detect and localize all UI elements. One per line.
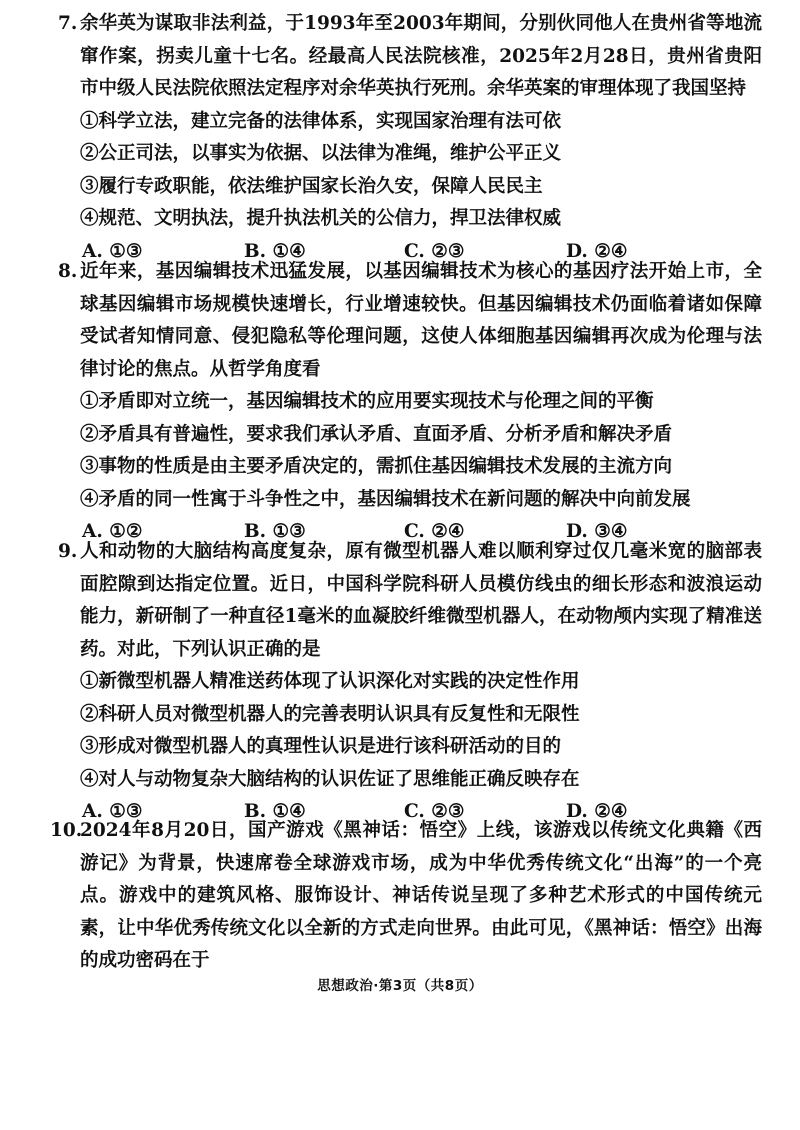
choice-b[interactable]: B. ①④ — [244, 801, 306, 822]
statement-4: ④规范、文明执法，提升执法机关的公信力，捍卫法律权威 — [80, 208, 562, 229]
question-stem — [0, 8, 800, 106]
question-number: 8. — [58, 261, 78, 282]
choice-c[interactable]: C. ②③ — [404, 240, 465, 262]
statement-1: ①矛盾即对立统一，基因编辑技术的应用要实现技术与伦理之间的平衡 — [80, 391, 654, 412]
choice-b[interactable]: B. ①④ — [244, 240, 306, 262]
choice-d[interactable]: D. ②④ — [566, 240, 628, 262]
question-stem — [0, 536, 800, 666]
question-8 — [0, 256, 800, 549]
question-9 — [0, 536, 800, 829]
choice-c[interactable]: C. ②③ — [404, 801, 465, 822]
question-stem — [0, 256, 800, 386]
question-10 — [0, 815, 800, 978]
question-number: 7. — [58, 13, 78, 34]
choice-c[interactable]: C. ②④ — [404, 521, 465, 542]
statement-4: ④矛盾的同一性寓于斗争性之中，基因编辑技术在新问题的解决中向前发展 — [80, 488, 691, 510]
statement-1: ①新微型机器人精准送药体现了认识深化对实践的决定性作用 — [80, 671, 580, 692]
statement-3: ③履行专政职能，依法维护国家长治久安，保障人民民主 — [80, 175, 543, 197]
question-stem — [0, 815, 800, 978]
question-text: 近年来，基因编辑技术迅猛发展，以基因编辑技术为核心的基因疗法开始上市，全球基因编辑市场规模快速增长，行业增速较快。但基因编辑技术仍面临着诸如保障受试者知情同意、侵犯隐私等伦理问题，这使人体细胞基因编辑再次成为伦理与法律讨论的焦点。从哲学角度看 — [80, 261, 762, 380]
choice-d[interactable]: D. ③④ — [566, 521, 628, 542]
question-number: 9. — [58, 541, 78, 562]
question-text: 人和动物的大脑结构高度复杂，原有微型机器人难以顺利穿过仅几毫米宽的脑部表面腔隙到达指定位置。近日，中国科学院科研人员模仿线虫的细长形态和波浪运动能力，新研制了一种直径1毫米的血凝胶纤维微型机器人，在动物颅内实现了精准送药。对此，下列认识正确的是 — [80, 541, 762, 660]
question-7 — [0, 8, 800, 268]
statement-2: ②矛盾具有普遍性，要求我们承认矛盾、直面矛盾、分析矛盾和解决矛盾 — [80, 423, 673, 445]
statement-2: ②公正司法，以事实为依据、以法律为准绳，维护公平正义 — [80, 143, 562, 164]
question-text: 余华英为谋取非法利益，于1993年至2003年期间，分别伙同他人在贵州省等地流窜作案，拐卖儿童十七名。经最高人民法院核准，2025年2月28日，贵州省贵阳市中级人民法院依照法定程序对余华英执行死刑。余华英案的审理体现了我国坚持 — [80, 13, 762, 99]
choice-a[interactable]: A. ①② — [82, 521, 143, 542]
statement-2: ②科研人员对微型机器人的完善表明认识具有反复性和无限性 — [80, 703, 580, 725]
statement-1: ①科学立法，建立完备的法律体系，实现国家治理有法可依 — [80, 110, 562, 132]
page-footer: 思想政治·第3页（共8页） — [317, 978, 483, 994]
choice-d[interactable]: D. ②④ — [566, 801, 628, 822]
question-text: 2024年8月20日，国产游戏《黑神话：悟空》上线，该游戏以传统文化典籍《西游记》为背景，快速席卷全球游戏市场，成为中华优秀传统文化“出海”的一个亮点。游戏中的建筑风格、服饰设计、神话传说呈现了多种艺术形式的中国传统元素，让中华优秀传统文化以全新的方式走向世界。由此可见，《黑神话：悟空》出海的成功密码在于 — [80, 820, 762, 971]
choice-b[interactable]: B. ①③ — [244, 521, 306, 542]
statement-4: ④对人与动物复杂大脑结构的认识佐证了思维能正确反映存在 — [80, 768, 580, 790]
choice-a[interactable]: A. ①③ — [82, 240, 143, 262]
choice-a[interactable]: A. ①③ — [82, 801, 143, 822]
question-number: 10. — [50, 820, 83, 841]
statement-3: ③形成对微型机器人的真理性认识是进行该科研活动的目的 — [80, 736, 562, 757]
statement-3: ③事物的性质是由主要矛盾决定的，需抓住基因编辑技术发展的主流方向 — [80, 456, 673, 477]
